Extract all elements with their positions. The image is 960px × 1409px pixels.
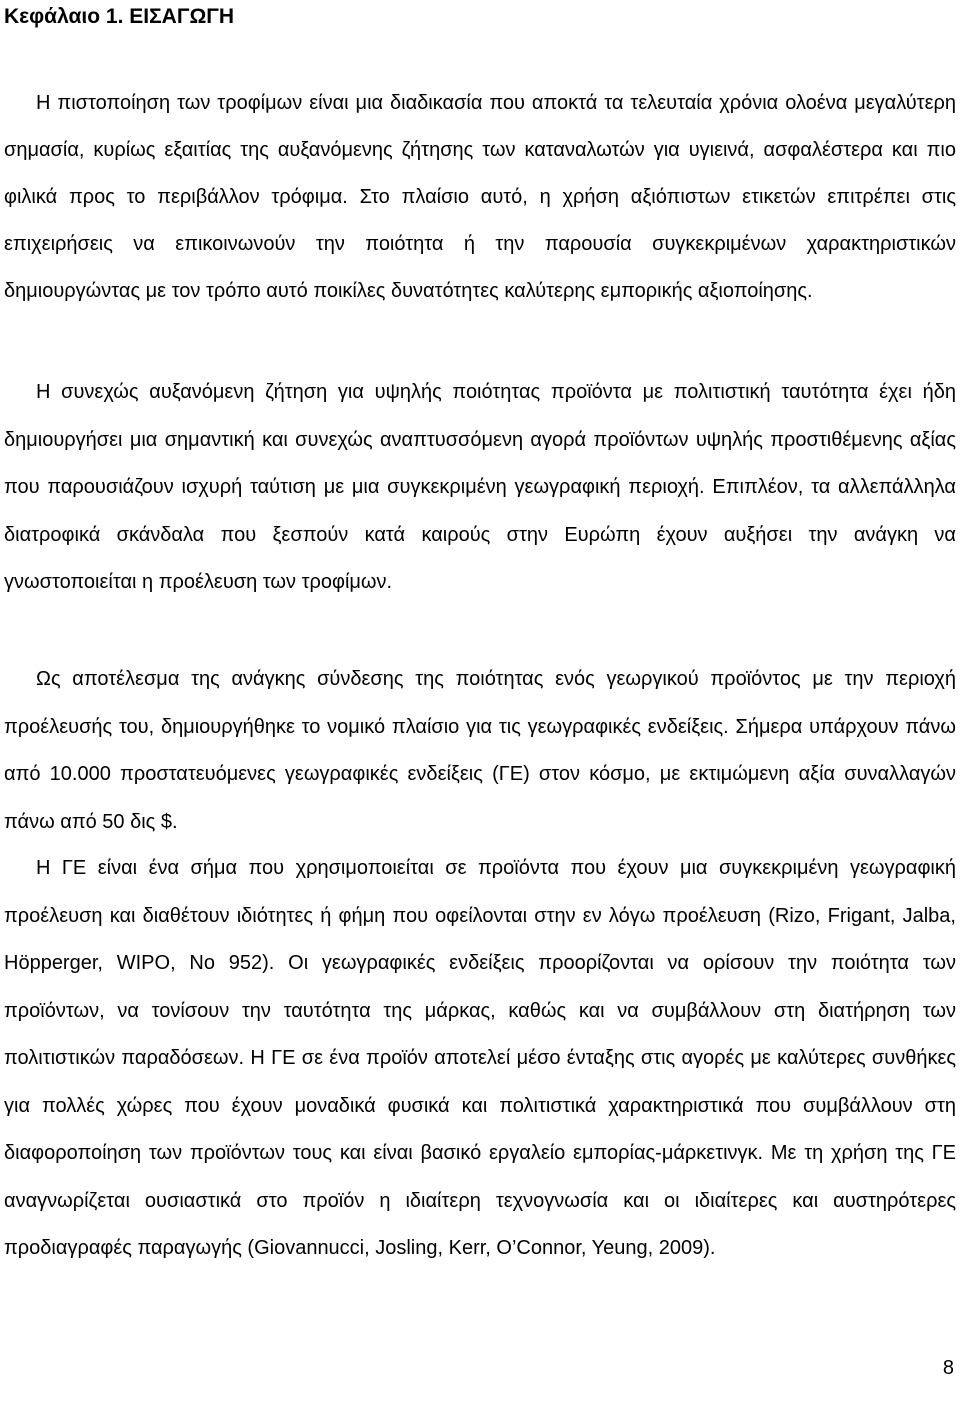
- paragraph-geographical-indication-definition: Η ΓΕ είναι ένα σήμα που χρησιμοποιείται σε προϊόντα που έχουν μια συγκεκριμένη γεωγραφική προέλευση και διαθέτουν ιδιότητες ή φήμη που οφείλονται στην εν λόγω προέλευση (Rizo, Frigant, Jalba, Höpperger, WIPO, No 952). Οι γεωγραφικές ενδείξεις προορίζονται να ορίσουν την ποιότητα των προϊόντων, να τονίσουν την ταυτότητα της μάρκας, καθώς και να συμβάλλουν στη διατήρηση των πολιτιστικών παραδόσεων. Η ΓΕ σε ένα προϊόν αποτελεί μέσο ένταξης στις αγορές με καλύτερες συνθήκες για πολλές χώρες που έχουν μοναδικά φυσικά και πολιτιστικά χαρακτηριστικά που συμβάλλουν στη διαφοροποίηση των προϊόντων τους και είναι βασικό εργαλείο εμπορίας-μάρκετινγκ. Με τη χρήση της ΓΕ αναγνωρίζεται ουσιαστικά στο προϊόν η ιδιαίτερη τεχνογνωσία και οι ιδιαίτερες και αυστηρότερες προδιαγραφές παραγωγής (Giovannucci, Josling, Kerr, O’Connor, Yeung, 2009).: [4, 857, 956, 1259]
- paragraph-legal-framework: Ως αποτέλεσμα της ανάγκης σύνδεσης της ποιότητας ενός γεωργικού προϊόντος με την περιοχή προέλευσής του, δημιουργήθηκε το νομικό πλαίσιο για τις γεωγραφικές ενδείξεις. Σήμερα υπάρχουν πάνω από 10.000 προστατευόμενες γεωγραφικές ενδείξεις (ΓΕ) στον κόσμο, με εκτιμώμενη αξία συναλλαγών πάνω από 50 δις $.: [4, 668, 956, 833]
- chapter-title: Κεφάλαιο 1. ΕΙΣΑΓΩΓΗ: [4, 5, 235, 28]
- page-number: 8: [942, 1357, 954, 1379]
- paragraph-demand-cultural-identity: Η συνεχώς αυξανόμενη ζήτηση για υψηλής ποιότητας προϊόντα με πολιτιστική ταυτότητα έχει ήδη δημιουργήσει μια σημαντική και συνεχώς αναπτυσσόμενη αγορά προϊόντων υψηλής προστιθέμενης αξίας που παρουσιάζουν ισχυρή ταύτιση με μια συγκεκριμένη γεωγραφική περιοχή. Επιπλέον, τα αλλεπάλληλα διατροφικά σκάνδαλα που ξεσπούν κατά καιρούς στην Ευρώπη έχουν αυξήσει την ανάγκη να γνωστοποιείται η προέλευση των τροφίμων.: [4, 381, 956, 593]
- paragraph-certification-intro: Η πιστοποίηση των τροφίμων είναι μια διαδικασία που αποκτά τα τελευταία χρόνια ολοένα μεγαλύτερη σημασία, κυρίως εξαιτίας της αυξανόμενης ζήτησης των καταναλωτών για υγιεινά, ασφαλέστερα και πιο φιλικά προς το περιβάλλον τρόφιμα. Στο πλαίσιο αυτό, η χρήση αξιόπιστων ετικετών επιτρέπει στις επιχειρήσεις να επικοινωνούν την ποιότητα ή την παρουσία συγκεκριμένων χαρακτηριστικών δημιουργώντας με τον τρόπο αυτό ποικίλες δυνατότητες καλύτερης εμπορικής αξιοποίησης.: [4, 92, 956, 302]
